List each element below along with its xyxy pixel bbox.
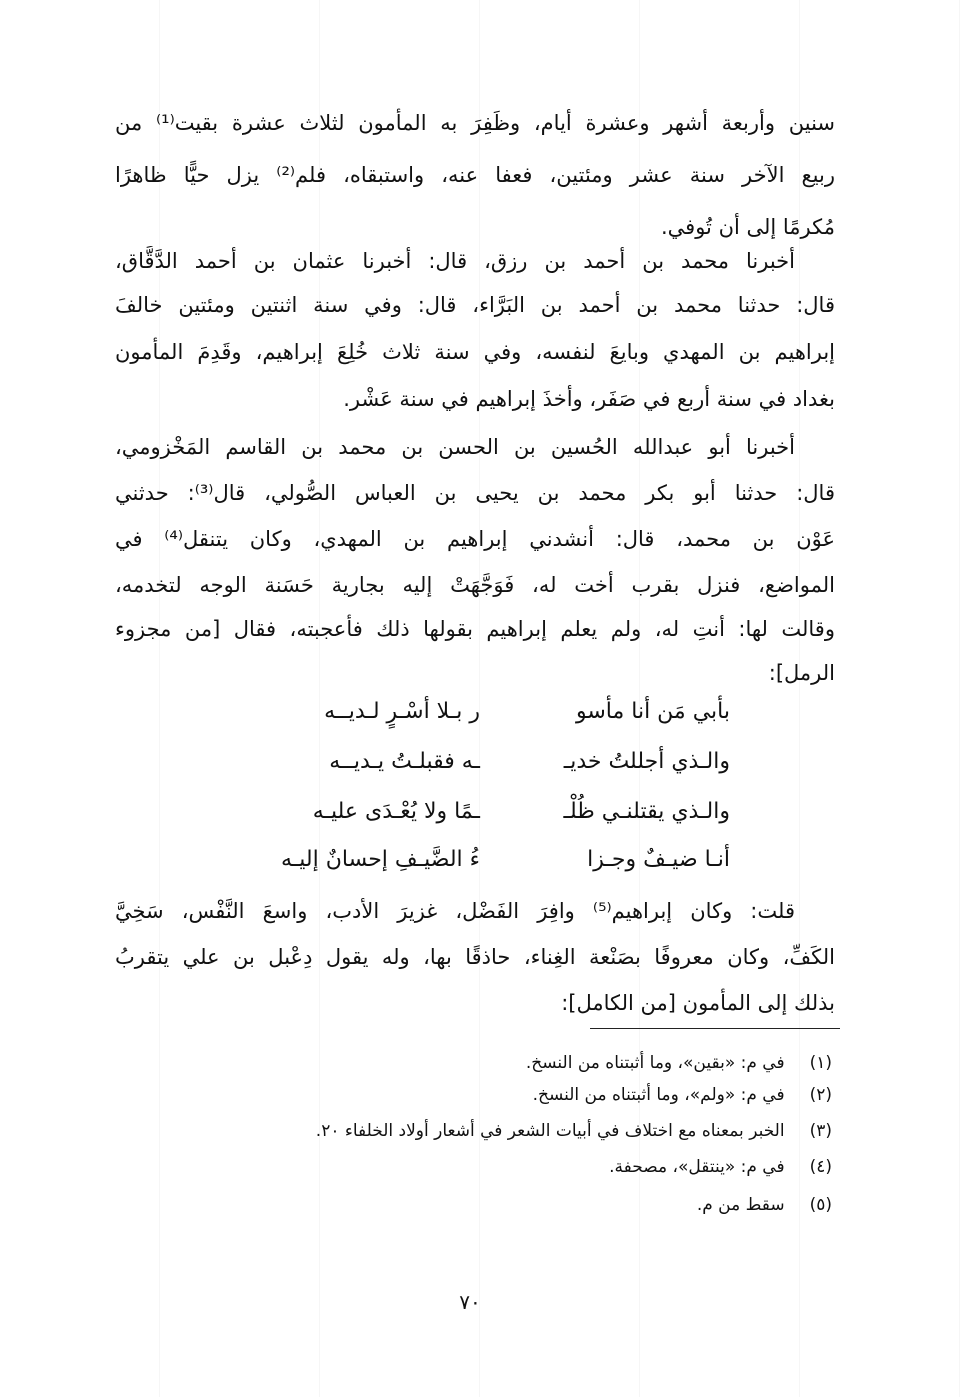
footnote-number: (٤): [809, 1157, 832, 1177]
verse-first-hemistich: والـذي يقتلنـي ظُلْـ: [563, 799, 730, 824]
text-line: المواضع، فنزل بقرب أخت له، فَوَجَّهَتْ إليه بجارية حَسَنة الوجه لتخدمه،: [115, 573, 835, 597]
text-line: ربيع الآخر سنة عشر ومئتين، فعفا عنه، واستبقاه، فلم⁽²⁾ يزل حيًّا ظاهرًا: [115, 163, 835, 187]
text-line: إبراهيم بن المهدي وبايعَ لنفسه، وفي سنة ثلاث خُلِعَ إبراهيم، وقَدِمَ المأمون: [115, 340, 835, 364]
text-line: الكَفِّ، وكان معروفًا بصَنْعة الغِناء، حاذقًا بها، وله يقول دِعْبل بن علي يتقربُ: [115, 945, 835, 969]
text-line: قلت: وكان إبراهيم⁽⁵⁾ وافِرَ الفَضْل، غزيرَ الأدب، واسعَ النَّفْس، سَخِيَّ: [115, 899, 795, 923]
verse-first-hemistich: بأبي مَن أنا مأسو: [575, 699, 730, 724]
text-line: قال: حدثنا محمد بن أحمد بن البَرَّاء، قال: وفي سنة اثنتين ومئتين خالفَ: [115, 293, 835, 317]
text-line: بغداد في سنة أربع في صَفَر، وأخذَ إبراهيم في سنة عَشْر.: [343, 387, 835, 411]
verse-second-hemistich: ءُ الضَّيـفِ إحسانٌ إليـه: [281, 847, 480, 872]
footnote-text: في م: «بقين»، وما أثبتناه من النسخ.: [525, 1053, 785, 1073]
footnote-separator: [590, 1028, 840, 1029]
footnote-number: (٣): [809, 1121, 832, 1141]
text-line: عَوْن بن محمد، قال: أنشدني إبراهيم بن المهدي، وكان يتنقل⁽⁴⁾ في: [115, 527, 835, 551]
poem-verse: [230, 742, 730, 782]
poem-verse: [230, 792, 730, 832]
verse-first-hemistich: والـذي أجللتُ خديـ: [563, 749, 730, 774]
verse-second-hemistich: ـمًا ولا يُعْـدَى عليـه: [312, 799, 480, 824]
footnote-text: في م: «ولم»، وما أثبتناه من النسخ.: [532, 1085, 785, 1105]
verse-second-hemistich: ـه فقبلـتُ يـديــه: [329, 749, 480, 774]
text-line: وقالت لها: أنتِ له، ولم يعلم إبراهيم بقولها ذلك فأعجبته، فقال [من مجزوء: [115, 617, 835, 641]
text-line: قال: حدثنا أبو بكر محمد بن يحيى بن العباس الصُّولي، قال⁽³⁾: حدثني: [115, 481, 835, 505]
text-line: أخبرنا محمد بن أحمد بن رزق، قال: أخبرنا عثمان بن أحمد الدَّقَّاق،: [115, 249, 795, 273]
footnote-number: (٥): [809, 1195, 832, 1215]
footnote-number: (١): [809, 1053, 832, 1073]
page-number: ٧٠: [459, 1290, 481, 1314]
footnote: [182, 1048, 832, 1078]
footnote: [182, 1116, 832, 1146]
text-line: بذلك إلى المأمون [من الكامل]:: [561, 991, 835, 1015]
text-line: مُكرمًا إلى أن تُوفي.: [660, 215, 835, 239]
poem-verse: [230, 840, 730, 880]
footnote-text: سقط من م.: [696, 1195, 785, 1215]
verse-first-hemistich: أنـا ضيـفٌ وجـزا: [587, 847, 730, 872]
footnote: [182, 1190, 832, 1220]
verse-second-hemistich: ر بـلا أسْـرٍ لـديــه: [324, 699, 480, 724]
footnote-text: الخبر بمعناه مع اختلاف في أبيات الشعر في أشعار أولاد الخلفاء ٢٠.: [315, 1121, 785, 1141]
footnote: [182, 1080, 832, 1110]
footnote: [182, 1152, 832, 1182]
footnote-text: في م: «ينتقل»، مصحفة.: [609, 1157, 785, 1177]
text-line: الرمل]:: [768, 661, 835, 685]
text-line: سنين وأربعة أشهر وعشرة أيام، وظَفِرَ به المأمون لثلاث عشرة بقيت⁽¹⁾ من: [115, 111, 835, 135]
poem-verse: [230, 692, 730, 732]
text-line: أخبرنا أبو عبدالله الحُسين بن الحسن بن محمد بن القاسم المَخْزومي،: [115, 435, 795, 459]
footnote-number: (٢): [809, 1085, 832, 1105]
